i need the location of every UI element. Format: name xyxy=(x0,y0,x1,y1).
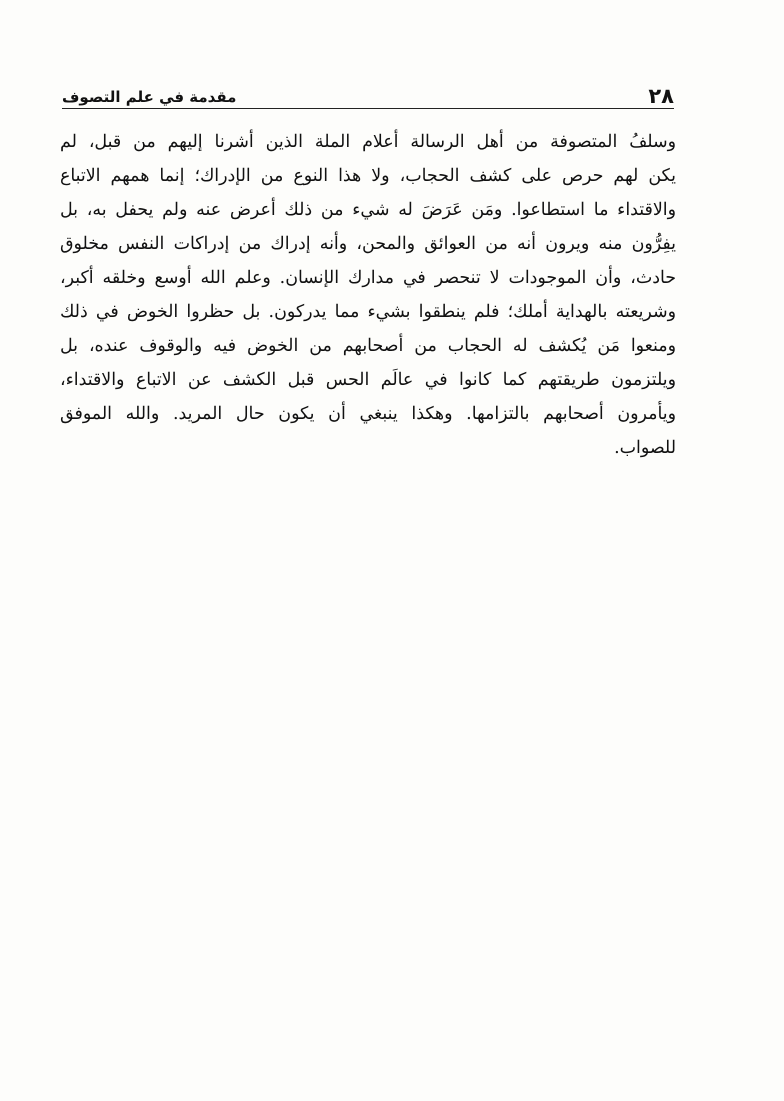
page-header xyxy=(62,82,674,108)
text-line: وشريعته بالهداية أملك؛ فلم ينطقوا بشيء مما يدركون. بل حظروا الخوض في ذلك xyxy=(60,302,676,322)
body-paragraph xyxy=(60,125,676,465)
text-line: ويأمرون أصحابهم بالتزامها. وهكذا ينبغي أن يكون حال المريد. والله الموفق xyxy=(60,404,676,424)
running-head: مقدمة في علم التصوف xyxy=(62,88,237,106)
header-rule xyxy=(62,108,674,109)
text-line: وسلفُ المتصوفة من أهل الرسالة أعلام الملة الذين أشرنا إليهم من قبل، لم xyxy=(60,132,676,152)
text-line: والاقتداء ما استطاعوا. ومَن عَرَضَ له شيء من ذلك أعرض عنه ولم يحفل به، بل xyxy=(60,200,676,220)
text-line: ويلتزمون طريقتهم كما كانوا في عالَم الحس قبل الكشف عن الاتباع والاقتداء، xyxy=(60,370,676,390)
text-line: يكن لهم حرص على كشف الحجاب، ولا هذا النوع من الإدراك؛ إنما همهم الاتباع xyxy=(60,166,676,186)
text-line: للصواب. xyxy=(614,438,676,458)
text-line: حادث، وأن الموجودات لا تنحصر في مدارك الإنسان. وعلم الله أوسع وخلقه أكبر، xyxy=(60,268,676,288)
text-line: يفِرُّون منه ويرون أنه من العوائق والمحن، وأنه إدراك من إدراكات النفس مخلوق xyxy=(60,234,676,254)
page-number: ٢٨ xyxy=(648,84,674,108)
text-line: ومنعوا مَن يُكشف له الحجاب من أصحابهم من الخوض فيه والوقوف عنده، بل xyxy=(60,336,676,356)
